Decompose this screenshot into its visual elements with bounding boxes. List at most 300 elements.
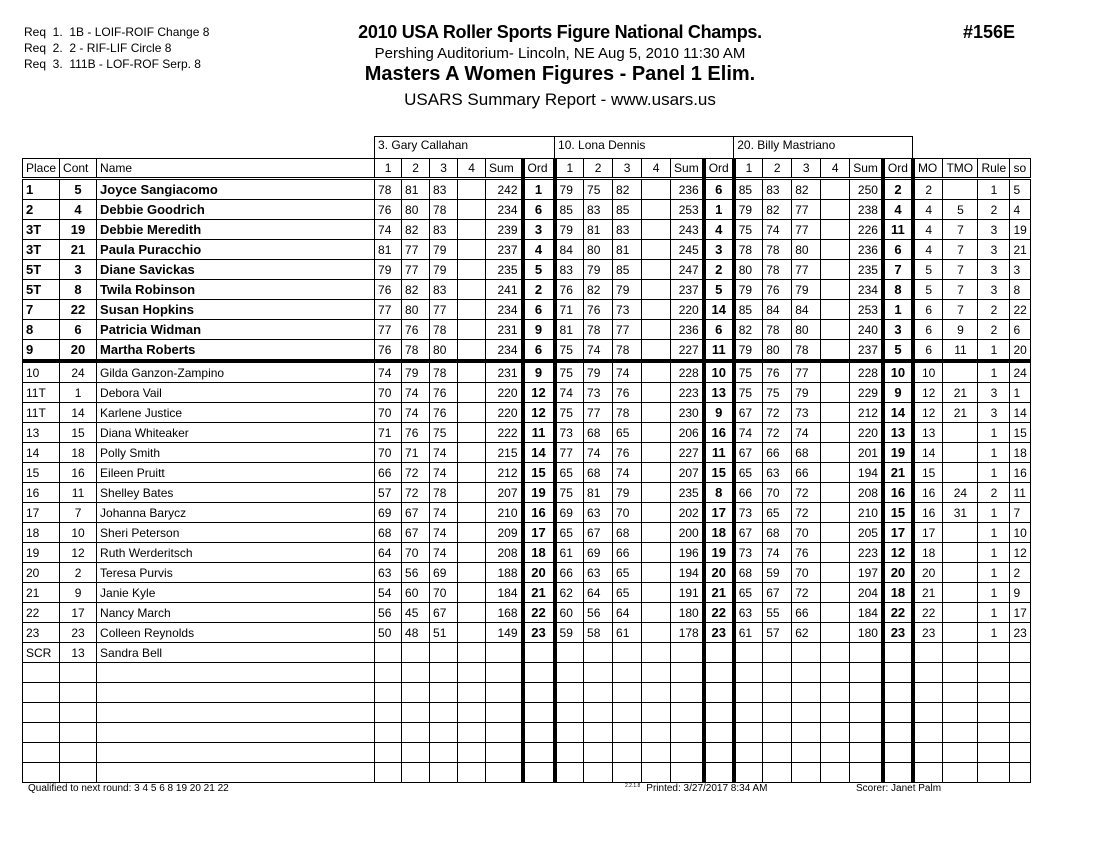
judge3-ordinal: 16 bbox=[883, 483, 913, 503]
judge1-ordinal: 23 bbox=[523, 623, 555, 643]
judge1-figure1-score: 76 bbox=[375, 280, 402, 300]
judge3-figure1-score: 85 bbox=[734, 300, 763, 320]
judge2-figure1-score: 77 bbox=[555, 443, 584, 463]
judge2-sum: 247 bbox=[671, 260, 704, 280]
rule-cell: 1 bbox=[978, 361, 1010, 383]
judge2-sum bbox=[671, 703, 704, 723]
judge1-figure1-score bbox=[375, 763, 402, 783]
judge1-sum: 235 bbox=[486, 260, 523, 280]
judge1-figure2-score: 72 bbox=[402, 483, 430, 503]
judge2-sum bbox=[671, 723, 704, 743]
judge3-figure2-score: 78 bbox=[763, 320, 792, 340]
judge1-figure4-score bbox=[458, 240, 486, 260]
col-header-judge2-fig3: 3 bbox=[613, 159, 642, 179]
judge1-figure4-score bbox=[458, 300, 486, 320]
judge3-figure4-score bbox=[821, 260, 850, 280]
judge3-figure1-score: 79 bbox=[734, 340, 763, 362]
judge2-figure1-score: 74 bbox=[555, 383, 584, 403]
judge3-figure1-score bbox=[734, 743, 763, 763]
majority-ordinal-cell: 6 bbox=[913, 340, 943, 362]
judge1-figure4-score bbox=[458, 483, 486, 503]
judge1-figure1-score: 56 bbox=[375, 603, 402, 623]
skater-name-cell: Shelley Bates bbox=[97, 483, 375, 503]
judge1-figure4-score bbox=[458, 340, 486, 362]
start-order-cell: 3 bbox=[1010, 260, 1031, 280]
judge3-ordinal: 5 bbox=[883, 340, 913, 362]
judge3-ordinal bbox=[883, 763, 913, 783]
total-majority-ordinal-cell bbox=[943, 463, 978, 483]
judge2-figure1-score: 75 bbox=[555, 340, 584, 362]
judge3-figure3-score bbox=[792, 763, 821, 783]
judge2-figure3-score bbox=[613, 723, 642, 743]
skater-name-cell: Susan Hopkins bbox=[97, 300, 375, 320]
judge3-ordinal: 17 bbox=[883, 523, 913, 543]
place-cell: 7 bbox=[23, 300, 60, 320]
judge1-figure2-score: 77 bbox=[402, 260, 430, 280]
judge2-sum: 243 bbox=[671, 220, 704, 240]
contestant-number-cell: 20 bbox=[60, 340, 97, 362]
total-majority-ordinal-cell bbox=[943, 563, 978, 583]
skater-name-cell: Paula Puracchio bbox=[97, 240, 375, 260]
total-majority-ordinal-cell bbox=[943, 763, 978, 783]
col-header-mo: MO bbox=[913, 159, 943, 179]
judge3-figure2-score bbox=[763, 723, 792, 743]
judge1-figure4-score bbox=[458, 763, 486, 783]
empty-row bbox=[23, 703, 1031, 723]
judge3-ordinal: 6 bbox=[883, 240, 913, 260]
majority-ordinal-cell: 2 bbox=[913, 179, 943, 200]
col-header-so: so bbox=[1010, 159, 1031, 179]
judge1-figure3-score: 51 bbox=[430, 623, 458, 643]
judge2-figure4-score bbox=[642, 300, 671, 320]
judge3-figure4-score bbox=[821, 503, 850, 523]
judge1-figure3-score: 74 bbox=[430, 443, 458, 463]
judge2-figure4-score bbox=[642, 320, 671, 340]
majority-ordinal-cell: 5 bbox=[913, 280, 943, 300]
judge2-figure1-score: 75 bbox=[555, 483, 584, 503]
judge1-ordinal: 17 bbox=[523, 523, 555, 543]
judge1-figure2-score: 74 bbox=[402, 403, 430, 423]
judge2-sum bbox=[671, 683, 704, 703]
judge3-figure1-score: 68 bbox=[734, 563, 763, 583]
judge1-figure2-score: 74 bbox=[402, 383, 430, 403]
judge3-ordinal: 7 bbox=[883, 260, 913, 280]
total-majority-ordinal-cell bbox=[943, 423, 978, 443]
judge1-figure1-score: 50 bbox=[375, 623, 402, 643]
judge2-ordinal bbox=[704, 723, 734, 743]
judge2-figure3-score: 74 bbox=[613, 463, 642, 483]
skater-name-cell: Janie Kyle bbox=[97, 583, 375, 603]
judge2-figure3-score: 79 bbox=[613, 483, 642, 503]
majority-ordinal-cell: 21 bbox=[913, 583, 943, 603]
judge2-figure1-score bbox=[555, 723, 584, 743]
empty-row bbox=[23, 723, 1031, 743]
total-majority-ordinal-cell bbox=[943, 683, 978, 703]
table-row bbox=[23, 603, 1031, 623]
table-row bbox=[23, 483, 1031, 503]
judge3-figure1-score: 75 bbox=[734, 383, 763, 403]
judge1-figure2-score: 82 bbox=[402, 220, 430, 240]
judge3-figure3-score: 82 bbox=[792, 179, 821, 200]
judge3-figure4-score bbox=[821, 483, 850, 503]
judge1-ordinal: 16 bbox=[523, 503, 555, 523]
judge2-figure2-score: 64 bbox=[584, 583, 613, 603]
start-order-cell: 18 bbox=[1010, 443, 1031, 463]
judge3-figure4-score bbox=[821, 623, 850, 643]
judge2-figure4-score bbox=[642, 523, 671, 543]
skater-name-cell: Eileen Pruitt bbox=[97, 463, 375, 483]
skater-name-cell: Sandra Bell bbox=[97, 643, 375, 663]
judge2-figure3-score: 76 bbox=[613, 383, 642, 403]
judge-3-name: 20. Billy Mastriano bbox=[734, 137, 913, 159]
rule-cell: 3 bbox=[978, 280, 1010, 300]
judge2-figure1-score: 59 bbox=[555, 623, 584, 643]
judge1-sum: 242 bbox=[486, 179, 523, 200]
judge2-figure4-score bbox=[642, 361, 671, 383]
contestant-number-cell: 19 bbox=[60, 220, 97, 240]
requirements-list bbox=[24, 24, 209, 72]
majority-ordinal-cell: 14 bbox=[913, 443, 943, 463]
rule-cell: 3 bbox=[978, 220, 1010, 240]
judge2-figure1-score: 69 bbox=[555, 503, 584, 523]
skater-name-cell: Gilda Ganzon-Zampino bbox=[97, 361, 375, 383]
judge2-figure2-score bbox=[584, 683, 613, 703]
judge1-sum: 234 bbox=[486, 340, 523, 362]
judge2-figure2-score: 73 bbox=[584, 383, 613, 403]
judge2-figure2-score: 58 bbox=[584, 623, 613, 643]
judge1-figure3-score bbox=[430, 763, 458, 783]
judge2-ordinal: 16 bbox=[704, 423, 734, 443]
judge3-sum: 234 bbox=[850, 280, 883, 300]
place-cell: 5T bbox=[23, 260, 60, 280]
total-majority-ordinal-cell bbox=[943, 523, 978, 543]
judge1-figure1-score: 68 bbox=[375, 523, 402, 543]
judge3-figure3-score bbox=[792, 643, 821, 663]
rule-cell: 2 bbox=[978, 200, 1010, 220]
start-order-cell bbox=[1010, 643, 1031, 663]
judge2-sum: 180 bbox=[671, 603, 704, 623]
place-cell bbox=[23, 763, 60, 783]
judge2-ordinal: 8 bbox=[704, 483, 734, 503]
col-header-place: Place bbox=[23, 159, 60, 179]
judge3-sum: 180 bbox=[850, 623, 883, 643]
judge3-sum: 204 bbox=[850, 583, 883, 603]
start-order-cell bbox=[1010, 683, 1031, 703]
judge2-ordinal: 5 bbox=[704, 280, 734, 300]
start-order-cell: 4 bbox=[1010, 200, 1031, 220]
judge3-ordinal: 2 bbox=[883, 179, 913, 200]
judge3-figure2-score: 82 bbox=[763, 200, 792, 220]
table-row bbox=[23, 403, 1031, 423]
judge3-ordinal: 20 bbox=[883, 563, 913, 583]
judge1-figure2-score: 80 bbox=[402, 200, 430, 220]
place-cell: 23 bbox=[23, 623, 60, 643]
total-majority-ordinal-cell: 21 bbox=[943, 403, 978, 423]
judge3-figure4-score bbox=[821, 200, 850, 220]
judge3-figure3-score: 70 bbox=[792, 523, 821, 543]
rule-cell: 1 bbox=[978, 179, 1010, 200]
judge2-figure3-score: 78 bbox=[613, 340, 642, 362]
place-cell: 11T bbox=[23, 383, 60, 403]
start-order-cell: 19 bbox=[1010, 220, 1031, 240]
judge2-figure4-score bbox=[642, 643, 671, 663]
judge3-figure4-score bbox=[821, 523, 850, 543]
place-cell: 22 bbox=[23, 603, 60, 623]
majority-ordinal-cell: 10 bbox=[913, 361, 943, 383]
judge3-figure2-score: 76 bbox=[763, 361, 792, 383]
judge2-sum: 206 bbox=[671, 423, 704, 443]
judge3-figure3-score: 66 bbox=[792, 603, 821, 623]
start-order-cell: 22 bbox=[1010, 300, 1031, 320]
skater-name-cell: Twila Robinson bbox=[97, 280, 375, 300]
judge2-ordinal bbox=[704, 683, 734, 703]
judge3-figure2-score: 55 bbox=[763, 603, 792, 623]
judge3-figure1-score bbox=[734, 663, 763, 683]
start-order-cell: 24 bbox=[1010, 361, 1031, 383]
judge3-figure4-score bbox=[821, 703, 850, 723]
judge2-figure1-score: 65 bbox=[555, 523, 584, 543]
place-cell: 17 bbox=[23, 503, 60, 523]
judge1-figure1-score: 76 bbox=[375, 200, 402, 220]
judge3-figure1-score: 79 bbox=[734, 200, 763, 220]
judge2-ordinal bbox=[704, 643, 734, 663]
judge3-figure1-score: 73 bbox=[734, 543, 763, 563]
total-majority-ordinal-cell bbox=[943, 643, 978, 663]
judge2-figure2-score: 80 bbox=[584, 240, 613, 260]
judge2-figure2-score bbox=[584, 763, 613, 783]
judge3-figure2-score: 84 bbox=[763, 300, 792, 320]
judge1-ordinal: 6 bbox=[523, 340, 555, 362]
contestant-number-cell: 2 bbox=[60, 563, 97, 583]
judge1-figure3-score: 75 bbox=[430, 423, 458, 443]
skater-name-cell: Colleen Reynolds bbox=[97, 623, 375, 643]
start-order-cell: 20 bbox=[1010, 340, 1031, 362]
judge3-figure4-score bbox=[821, 643, 850, 663]
judge3-figure4-score bbox=[821, 563, 850, 583]
majority-ordinal-cell: 4 bbox=[913, 200, 943, 220]
rule-cell: 1 bbox=[978, 563, 1010, 583]
contestant-number-cell: 16 bbox=[60, 463, 97, 483]
printed-date: Printed: 3/27/2017 8:34 AM bbox=[646, 783, 768, 794]
judge3-figure4-score bbox=[821, 361, 850, 383]
rule-cell: 2 bbox=[978, 483, 1010, 503]
judge3-sum: 212 bbox=[850, 403, 883, 423]
judge2-ordinal bbox=[704, 743, 734, 763]
judge3-figure3-score: 78 bbox=[792, 340, 821, 362]
judge1-ordinal: 9 bbox=[523, 361, 555, 383]
judge1-figure2-score bbox=[402, 663, 430, 683]
judge3-figure1-score bbox=[734, 723, 763, 743]
judge1-figure1-score bbox=[375, 723, 402, 743]
judge3-figure3-score: 80 bbox=[792, 320, 821, 340]
place-cell: 15 bbox=[23, 463, 60, 483]
judge2-ordinal: 19 bbox=[704, 543, 734, 563]
judge2-figure3-score bbox=[613, 703, 642, 723]
judge3-figure1-score: 74 bbox=[734, 423, 763, 443]
judge3-sum: 194 bbox=[850, 463, 883, 483]
table-row bbox=[23, 300, 1031, 320]
skater-name-cell: Karlene Justice bbox=[97, 403, 375, 423]
judge3-figure1-score: 82 bbox=[734, 320, 763, 340]
judge1-figure4-score bbox=[458, 683, 486, 703]
judge3-figure3-score: 77 bbox=[792, 361, 821, 383]
judge3-sum: 236 bbox=[850, 240, 883, 260]
judge2-ordinal: 14 bbox=[704, 300, 734, 320]
judge2-sum: 220 bbox=[671, 300, 704, 320]
judge2-figure2-score bbox=[584, 723, 613, 743]
total-majority-ordinal-cell bbox=[943, 603, 978, 623]
judge3-figure3-score bbox=[792, 723, 821, 743]
judge1-figure3-score: 77 bbox=[430, 300, 458, 320]
contestant-number-cell: 8 bbox=[60, 280, 97, 300]
judge2-figure4-score bbox=[642, 743, 671, 763]
total-majority-ordinal-cell: 7 bbox=[943, 220, 978, 240]
judge1-figure1-score: 66 bbox=[375, 463, 402, 483]
judge1-figure4-score bbox=[458, 523, 486, 543]
judge2-sum: 178 bbox=[671, 623, 704, 643]
judge1-sum bbox=[486, 763, 523, 783]
skater-name-cell bbox=[97, 723, 375, 743]
report-subtitle: USARS Summary Report - www.usars.us bbox=[404, 90, 716, 109]
table-row bbox=[23, 523, 1031, 543]
judge1-figure2-score: 72 bbox=[402, 463, 430, 483]
col-header-judge3-fig2: 2 bbox=[763, 159, 792, 179]
col-header-judge2-fig2: 2 bbox=[584, 159, 613, 179]
judge2-figure3-score: 73 bbox=[613, 300, 642, 320]
requirement-3: Req 3. 111B - LOF-ROF Serp. 8 bbox=[24, 57, 201, 71]
rule-cell: 1 bbox=[978, 583, 1010, 603]
judge3-figure4-score bbox=[821, 543, 850, 563]
judge2-ordinal: 9 bbox=[704, 403, 734, 423]
judge1-ordinal: 15 bbox=[523, 463, 555, 483]
judge2-ordinal: 23 bbox=[704, 623, 734, 643]
judge2-figure4-score bbox=[642, 703, 671, 723]
judge1-figure3-score: 67 bbox=[430, 603, 458, 623]
contestant-number-cell: 5 bbox=[60, 179, 97, 200]
col-header-judge3-fig4: 4 bbox=[821, 159, 850, 179]
judge3-figure3-score: 79 bbox=[792, 383, 821, 403]
judge1-sum: 209 bbox=[486, 523, 523, 543]
judge2-ordinal: 2 bbox=[704, 260, 734, 280]
judge2-figure2-score: 82 bbox=[584, 280, 613, 300]
judge3-figure2-score: 78 bbox=[763, 240, 792, 260]
judge3-figure4-score bbox=[821, 280, 850, 300]
judge1-ordinal bbox=[523, 663, 555, 683]
judge1-figure2-score bbox=[402, 723, 430, 743]
start-order-cell: 10 bbox=[1010, 523, 1031, 543]
judge2-figure3-score: 85 bbox=[613, 260, 642, 280]
judge1-figure4-score bbox=[458, 583, 486, 603]
majority-ordinal-cell bbox=[913, 743, 943, 763]
judge2-sum: 223 bbox=[671, 383, 704, 403]
start-order-cell: 17 bbox=[1010, 603, 1031, 623]
judge3-sum bbox=[850, 763, 883, 783]
judge1-sum bbox=[486, 743, 523, 763]
judge2-figure3-score: 77 bbox=[613, 320, 642, 340]
judge3-figure2-score: 57 bbox=[763, 623, 792, 643]
judge1-figure4-score bbox=[458, 703, 486, 723]
judge1-figure3-score: 74 bbox=[430, 523, 458, 543]
judge1-figure4-score bbox=[458, 280, 486, 300]
rule-cell: 1 bbox=[978, 623, 1010, 643]
majority-ordinal-cell: 16 bbox=[913, 483, 943, 503]
table-row bbox=[23, 423, 1031, 443]
judge2-sum: 207 bbox=[671, 463, 704, 483]
col-header-judge1-fig3: 3 bbox=[430, 159, 458, 179]
judge2-figure4-score bbox=[642, 443, 671, 463]
judge3-figure3-score: 76 bbox=[792, 543, 821, 563]
table-row bbox=[23, 220, 1031, 240]
table-row bbox=[23, 340, 1031, 362]
total-majority-ordinal-cell bbox=[943, 583, 978, 603]
judge3-ordinal: 10 bbox=[883, 361, 913, 383]
judge1-figure2-score: 76 bbox=[402, 320, 430, 340]
judge3-figure3-score: 80 bbox=[792, 240, 821, 260]
place-cell bbox=[23, 663, 60, 683]
judge2-figure1-score: 83 bbox=[555, 260, 584, 280]
judge3-sum: 201 bbox=[850, 443, 883, 463]
judge1-figure4-score bbox=[458, 463, 486, 483]
judge3-figure2-score: 83 bbox=[763, 179, 792, 200]
judge2-figure1-score: 62 bbox=[555, 583, 584, 603]
column-header-row bbox=[23, 159, 1031, 179]
judge2-figure4-score bbox=[642, 403, 671, 423]
judge2-figure1-score: 71 bbox=[555, 300, 584, 320]
judge3-figure2-score bbox=[763, 703, 792, 723]
majority-ordinal-cell: 22 bbox=[913, 603, 943, 623]
judge1-figure3-score: 74 bbox=[430, 543, 458, 563]
judge1-figure2-score bbox=[402, 703, 430, 723]
skater-name-cell bbox=[97, 743, 375, 763]
judge2-figure4-score bbox=[642, 763, 671, 783]
judge1-figure1-score: 77 bbox=[375, 300, 402, 320]
place-cell: 3T bbox=[23, 220, 60, 240]
majority-ordinal-cell: 20 bbox=[913, 563, 943, 583]
judge3-sum bbox=[850, 643, 883, 663]
skater-name-cell: Patricia Widman bbox=[97, 320, 375, 340]
contestant-number-cell: 18 bbox=[60, 443, 97, 463]
col-header-judge1-fig4: 4 bbox=[458, 159, 486, 179]
judge1-figure2-score: 77 bbox=[402, 240, 430, 260]
rule-cell bbox=[978, 723, 1010, 743]
total-majority-ordinal-cell bbox=[943, 179, 978, 200]
judge2-sum: 200 bbox=[671, 523, 704, 543]
judge1-figure3-score: 79 bbox=[430, 240, 458, 260]
judge1-figure2-score: 81 bbox=[402, 179, 430, 200]
judge3-sum: 210 bbox=[850, 503, 883, 523]
skater-name-cell: Joyce Sangiacomo bbox=[97, 179, 375, 200]
judge3-figure1-score: 67 bbox=[734, 443, 763, 463]
judge1-ordinal: 5 bbox=[523, 260, 555, 280]
judge2-figure4-score bbox=[642, 683, 671, 703]
majority-ordinal-cell: 6 bbox=[913, 320, 943, 340]
judge2-figure2-score: 81 bbox=[584, 483, 613, 503]
judge1-figure3-score: 76 bbox=[430, 383, 458, 403]
judge3-figure4-score bbox=[821, 340, 850, 362]
skater-name-cell bbox=[97, 683, 375, 703]
judge3-figure1-score: 67 bbox=[734, 523, 763, 543]
judge2-figure3-score: 61 bbox=[613, 623, 642, 643]
total-majority-ordinal-cell bbox=[943, 543, 978, 563]
judge3-sum: 223 bbox=[850, 543, 883, 563]
judge2-figure4-score bbox=[642, 240, 671, 260]
judge2-ordinal: 11 bbox=[704, 340, 734, 362]
event-title: Masters A Women Figures - Panel 1 Elim. bbox=[364, 63, 756, 85]
judge3-sum: 205 bbox=[850, 523, 883, 543]
judge1-figure4-score bbox=[458, 383, 486, 403]
total-majority-ordinal-cell bbox=[943, 663, 978, 683]
total-majority-ordinal-cell bbox=[943, 443, 978, 463]
